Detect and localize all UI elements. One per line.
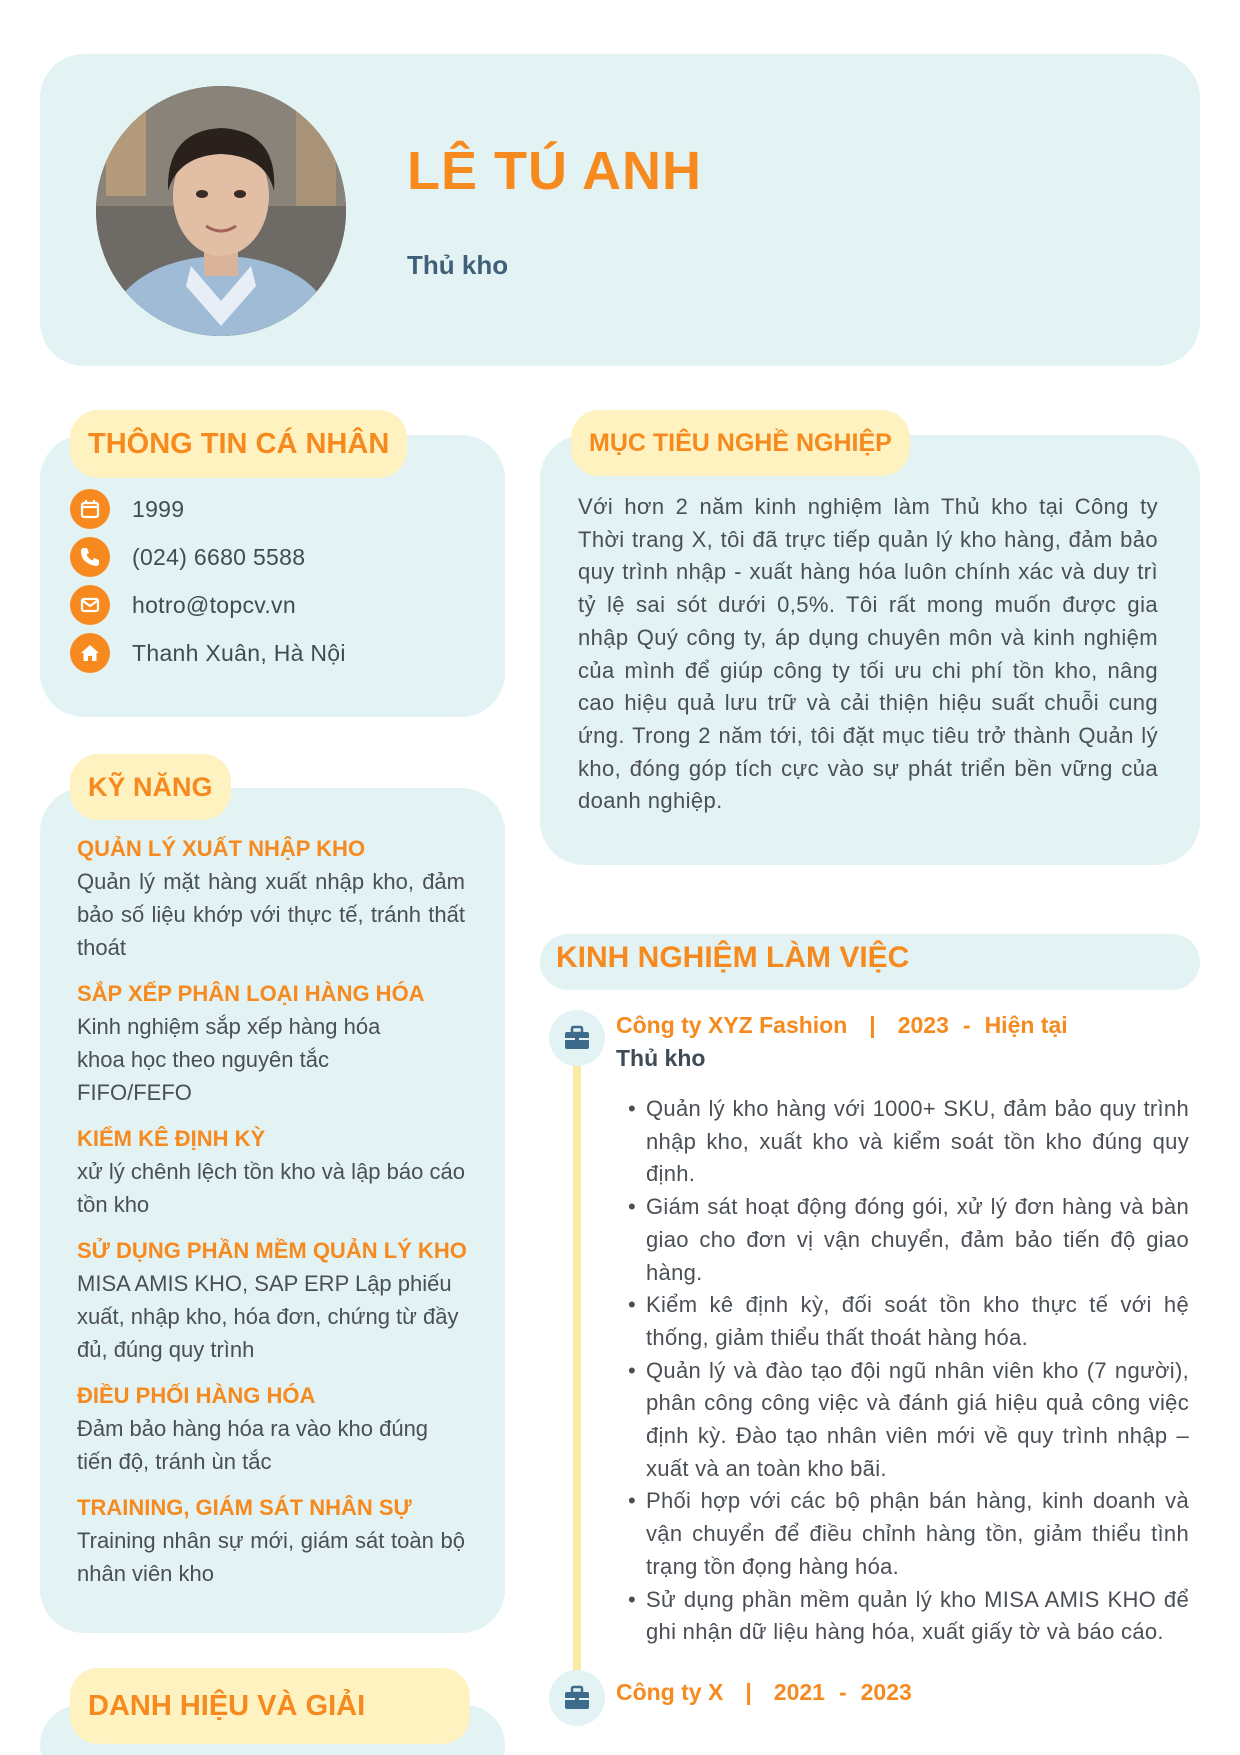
list-item: • Phối hợp với các bộ phận bán hàng, kinh doanh và vận chuyển để điều chỉnh hàng tồn, giảm thiểu tình trạng tồn đọng hàng hóa. [626,1485,1189,1583]
birth-year: 1999 [132,495,185,522]
candidate-name: LÊ TÚ ANH [407,141,702,201]
skill-item [77,978,465,1109]
skill-description: Đảm bảo hàng hóa ra vào kho đúng tiến độ, tránh ùn tắc [77,1416,429,1474]
list-item: • Giám sát hoạt động đóng gói, xử lý đơn hàng và bàn giao cho đơn vị vận chuyển, đảm bảo tiến độ giao hàng. [626,1191,1189,1289]
skill-name: SỬ DỤNG PHẦN MỀM QUẢN LÝ KHO [77,1238,467,1263]
personal-info-title: THÔNG TIN CÁ NHÂN [70,410,407,478]
portrait-image [96,86,346,336]
skill-name: KIỂM KÊ ĐỊNH KỲ [77,1126,266,1151]
skills-list [77,833,465,1604]
skill-item [77,1492,465,1590]
job-header [616,1012,1068,1039]
skill-name: TRAINING, GIÁM SÁT NHÂN SỰ [77,1495,412,1520]
skill-item [77,833,465,964]
calendar-icon [70,489,110,529]
objective-text: Với hơn 2 năm kinh nghiệm làm Thủ kho tại Công ty Thời trang X, tôi đã trực tiếp quản lý kho hàng, đảm bảo quy trình nhập - xuất hàng hóa luôn chính xác và duy trì tỷ lệ sai sót dưới 0,5%. Tôi rất mong muốn được gia nhập Quý công ty, áp dụng chuyên môn và kinh nghiệm của mình để giúp công ty tối ưu chi phí tồn kho, nâng cao hiệu quả lưu trữ và cải thiện hiệu suất chuỗi cung ứng. Trong 2 năm tới, tôi đặt mục tiêu trở thành Quản lý kho, đóng góp tích cực vào sự phát triển bền vững của doanh nghiệp. [578,494,1158,814]
job-end: Hiện tại [984,1012,1068,1038]
avatar [96,86,346,336]
company-name: Công ty X [616,1679,724,1705]
skill-item [77,1380,465,1478]
skill-description: Quản lý mặt hàng xuất nhập kho, đảm bảo số liệu khớp với thực tế, tránh thất thoát [77,869,465,960]
info-row-address [70,633,346,673]
company-name: Công ty XYZ Fashion [616,1012,848,1038]
briefcase-icon [549,1670,605,1726]
skill-name: ĐIỀU PHỐI HÀNG HÓA [77,1383,316,1408]
skill-name: QUẢN LÝ XUẤT NHẬP KHO [77,836,366,861]
job-title: Thủ kho [407,250,509,280]
job-dash: - [962,1012,971,1038]
job-dash: - [838,1679,847,1705]
skill-name: SẮP XẾP PHÂN LOẠI HÀNG HÓA [77,981,425,1006]
job-separator: | [869,1012,876,1038]
job-role: Thủ kho [616,1045,706,1071]
awards-title: DANH HIỆU VÀ GIẢI [70,1668,470,1744]
list-item: • Quản lý và đào tạo đội ngũ nhân viên kho (7 người), phân công công việc và đánh giá hiệu quả công việc định kỳ. Đào tạo nhân viên mới về quy trình nhập – xuất và an toàn kho bãi. [626,1355,1189,1486]
info-row-birth-year [70,489,184,529]
timeline-line [573,1045,581,1675]
list-item: • Quản lý kho hàng với 1000+ SKU, đảm bảo quy trình nhập kho, xuất kho và kiểm soát tồn kho đúng quy định. [626,1093,1189,1191]
home-icon [70,633,110,673]
job-start: 2023 [897,1012,949,1038]
job-start: 2021 [773,1679,825,1705]
email-address[interactable]: hotro@topcv.vn [132,591,296,618]
phone-icon [70,537,110,577]
skill-item [77,1123,465,1221]
info-row-phone [70,537,305,577]
phone-number[interactable]: (024) 6680 5588 [132,543,306,570]
info-row-email [70,585,296,625]
list-item: • Kiểm kê định kỳ, đối soát tồn kho thực tế với hệ thống, giảm thiểu thất thoát hàng hóa. [626,1289,1189,1354]
skill-item [77,1235,465,1366]
skill-description: MISA AMIS KHO, SAP ERP Lập phiếu xuất, nhập kho, hóa đơn, chứng từ đầy đủ, đúng quy trình [77,1271,459,1362]
job-separator: | [745,1679,752,1705]
skills-title: KỸ NĂNG [70,754,231,820]
list-item: • Sử dụng phần mềm quản lý kho MISA AMIS KHO để ghi nhận dữ liệu hàng hóa, xuất giấy tờ và báo cáo. [626,1584,1189,1649]
job-end: 2023 [860,1679,912,1705]
email-icon [70,585,110,625]
job-bullets [626,1093,1189,1649]
skill-description: Kinh nghiệm sắp xếp hàng hóa khoa học theo nguyên tắc FIFO/FEFO [77,1014,381,1105]
skill-description: xử lý chênh lệch tồn kho và lập báo cáo tồn kho [77,1159,465,1217]
objective-title: MỤC TIÊU NGHỀ NGHIỆP [571,410,910,476]
address: Thanh Xuân, Hà Nội [132,639,346,666]
experience-title: KINH NGHIỆM LÀM VIỆC [556,941,910,974]
briefcase-icon [549,1010,605,1066]
skill-description: Training nhân sự mới, giám sát toàn bộ nhân viên kho [77,1528,465,1586]
job-header [616,1679,912,1706]
